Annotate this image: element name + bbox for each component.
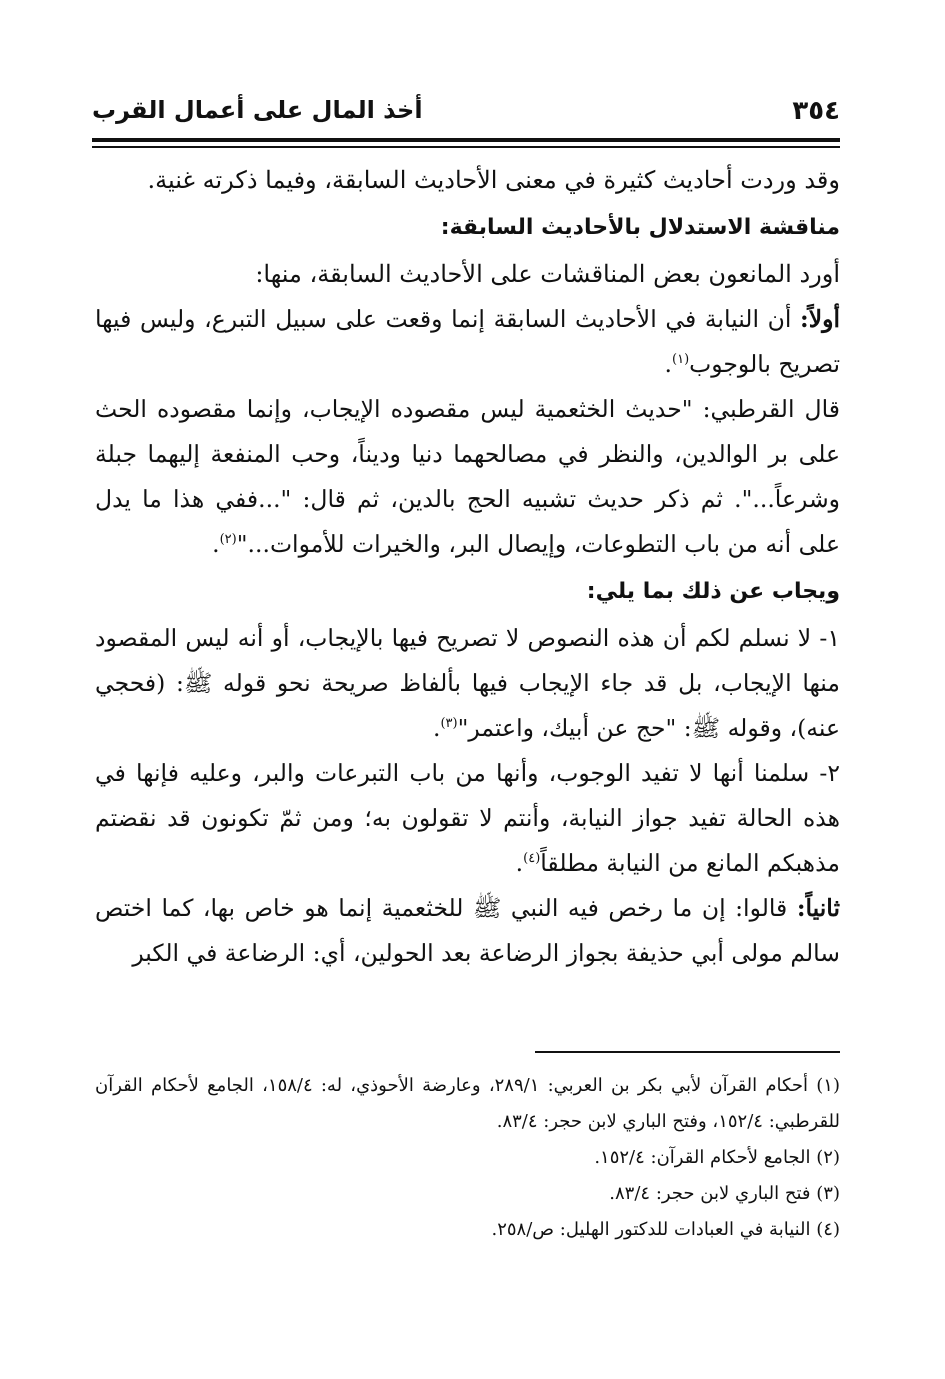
header-rule-thin [92, 146, 840, 148]
paragraph-reply-1: ١- لا نسلم لكم أن هذه النصوص لا تصريح فيها بالإيجاب، أو أنه ليس المقصود منها الإيجاب، بل قد جاء الإيجاب فيها بألفاظ صريحة نحو قوله ﷺ: (فحجي عنه)، وقوله ﷺ: "حج عن أبيك، واعتمر"$^{(٣)}$. [95, 624, 840, 742]
footnotes [95, 1068, 840, 1248]
page-header [92, 96, 840, 136]
footnote-ref-4[interactable]: (٤) [523, 851, 541, 867]
first-objection-text: أن النيابة في الأحاديث السابقة إنما وقعت على سبيل التبرع، وليس فيها تصريح بالوجوب [95, 305, 840, 378]
footnote-4: (٤) النيابة في العبادات للدكتور الهليل: ص/٢٥٨. [491, 1219, 840, 1240]
paragraph-second-objection [95, 886, 840, 976]
footnote-ref-1[interactable]: (١) [672, 352, 690, 368]
paragraph-reply-2: ٢- سلمنا أنها لا تفيد الوجوب، وأنها من باب التبرعات والبر، وعليه فإنها في هذه الحالة تفيد جواز النيابة، وأنتم لا تقولون به؛ ومن ثمّ تكونون قد نقضتم مذهبكم المانع من النيابة مطلقاً$^{(٤)}$. [95, 759, 840, 877]
reply-1-text: ١- لا نسلم لكم أن هذه النصوص لا تصريح فيها بالإيجاب، أو أنه ليس المقصود منها الإيجاب، بل قد جاء الإيجاب فيها بألفاظ صريحة نحو قوله ﷺ: (فحجي عنه)، وقوله ﷺ: "حج عن أبيك، واعتمر" [95, 624, 840, 742]
footnote-ref-3[interactable]: (٣) [440, 716, 458, 732]
second-label: ثانياً: [796, 894, 840, 922]
reply-2-text: ٢- سلمنا أنها لا تفيد الوجوب، وأنها من باب التبرعات والبر، وعليه فإنها في هذه الحالة تفيد جواز النيابة، وأنتم لا تقولون به؛ ومن ثمّ تكونون قد نقضتم مذهبكم المانع من النيابة مطلقاً [95, 759, 840, 877]
section-heading-discussion: مناقشة الاستدلال بالأحاديث السابقة: [440, 215, 840, 240]
footnote-separator [535, 1051, 840, 1053]
page-number: ٣٥٤ [792, 96, 840, 126]
footnote-1: (١) أحكام القرآن لأبي بكر بن العربي: ٢٨٩/١، وعارضة الأحوذي، له: ١٥٨/٤، الجامع لأحكام القرآن للقرطبي: ١٥٢/٤، وفتح الباري لابن حجر: ٨٣/٤. [95, 1075, 840, 1132]
running-title: أخذ المال على أعمال القرب [92, 96, 423, 124]
section-heading-reply: ويجاب عن ذلك بما يلي: [586, 579, 840, 604]
footnote-ref-2[interactable]: (٢) [219, 532, 237, 548]
intro-line: أورد المانعون بعض المناقشات على الأحاديث السابقة، منها: [255, 260, 840, 288]
paragraph-qurtubi-quote: قال القرطبي: "حديث الخثعمية ليس مقصوده الإيجاب، وإنما مقصوده الحث على بر الوالدين، والنظر في مصالحهما دنيا وديناً، وحب المنفعة إليهما جبلة وشرعاً...". ثم ذكر حديث تشبيه الحج بالدين، ثم قال: "...ففي هذا ما يدل على أنه من باب التطوعات، وإيصال البر، والخيرات للأموات..."$^{(٢)}$. [95, 395, 840, 558]
footnote-3: (٣) فتح الباري لابن حجر: ٨٣/٤. [609, 1183, 840, 1204]
header-rule-thick [92, 138, 840, 142]
paragraph-first-objection: أولاً: أن النيابة في الأحاديث السابقة إنما وقعت على سبيل التبرع، وليس فيها تصريح بالوجوب$^{(١)}$. [95, 305, 840, 378]
first-label: أولاً: [800, 305, 840, 333]
footnote-2: (٢) الجامع لأحكام القرآن: ١٥٢/٤. [594, 1147, 840, 1168]
second-objection-text: قالوا: إن ما رخص فيه النبي ﷺ للخثعمية إنما هو خاص بها، كما اختص سالم مولى أبي حذيفة بجواز الرضاعة بعد الحولين، أي: الرضاعة في الكبر [95, 894, 840, 967]
body-text [95, 158, 840, 976]
opening-line: وقد وردت أحاديث كثيرة في معنى الأحاديث السابقة، وفيما ذكرته غنية. [147, 166, 840, 194]
qurtubi-quote-text: قال القرطبي: "حديث الخثعمية ليس مقصوده الإيجاب، وإنما مقصوده الحث على بر الوالدين، والنظر في مصالحهما دنيا وديناً، وحب المنفعة إليهما جبلة وشرعاً...". ثم ذكر حديث تشبيه الحج بالدين، ثم قال: "...ففي هذا ما يدل على أنه من باب التطوعات، وإيصال البر، والخيرات للأموات..." [95, 395, 840, 558]
